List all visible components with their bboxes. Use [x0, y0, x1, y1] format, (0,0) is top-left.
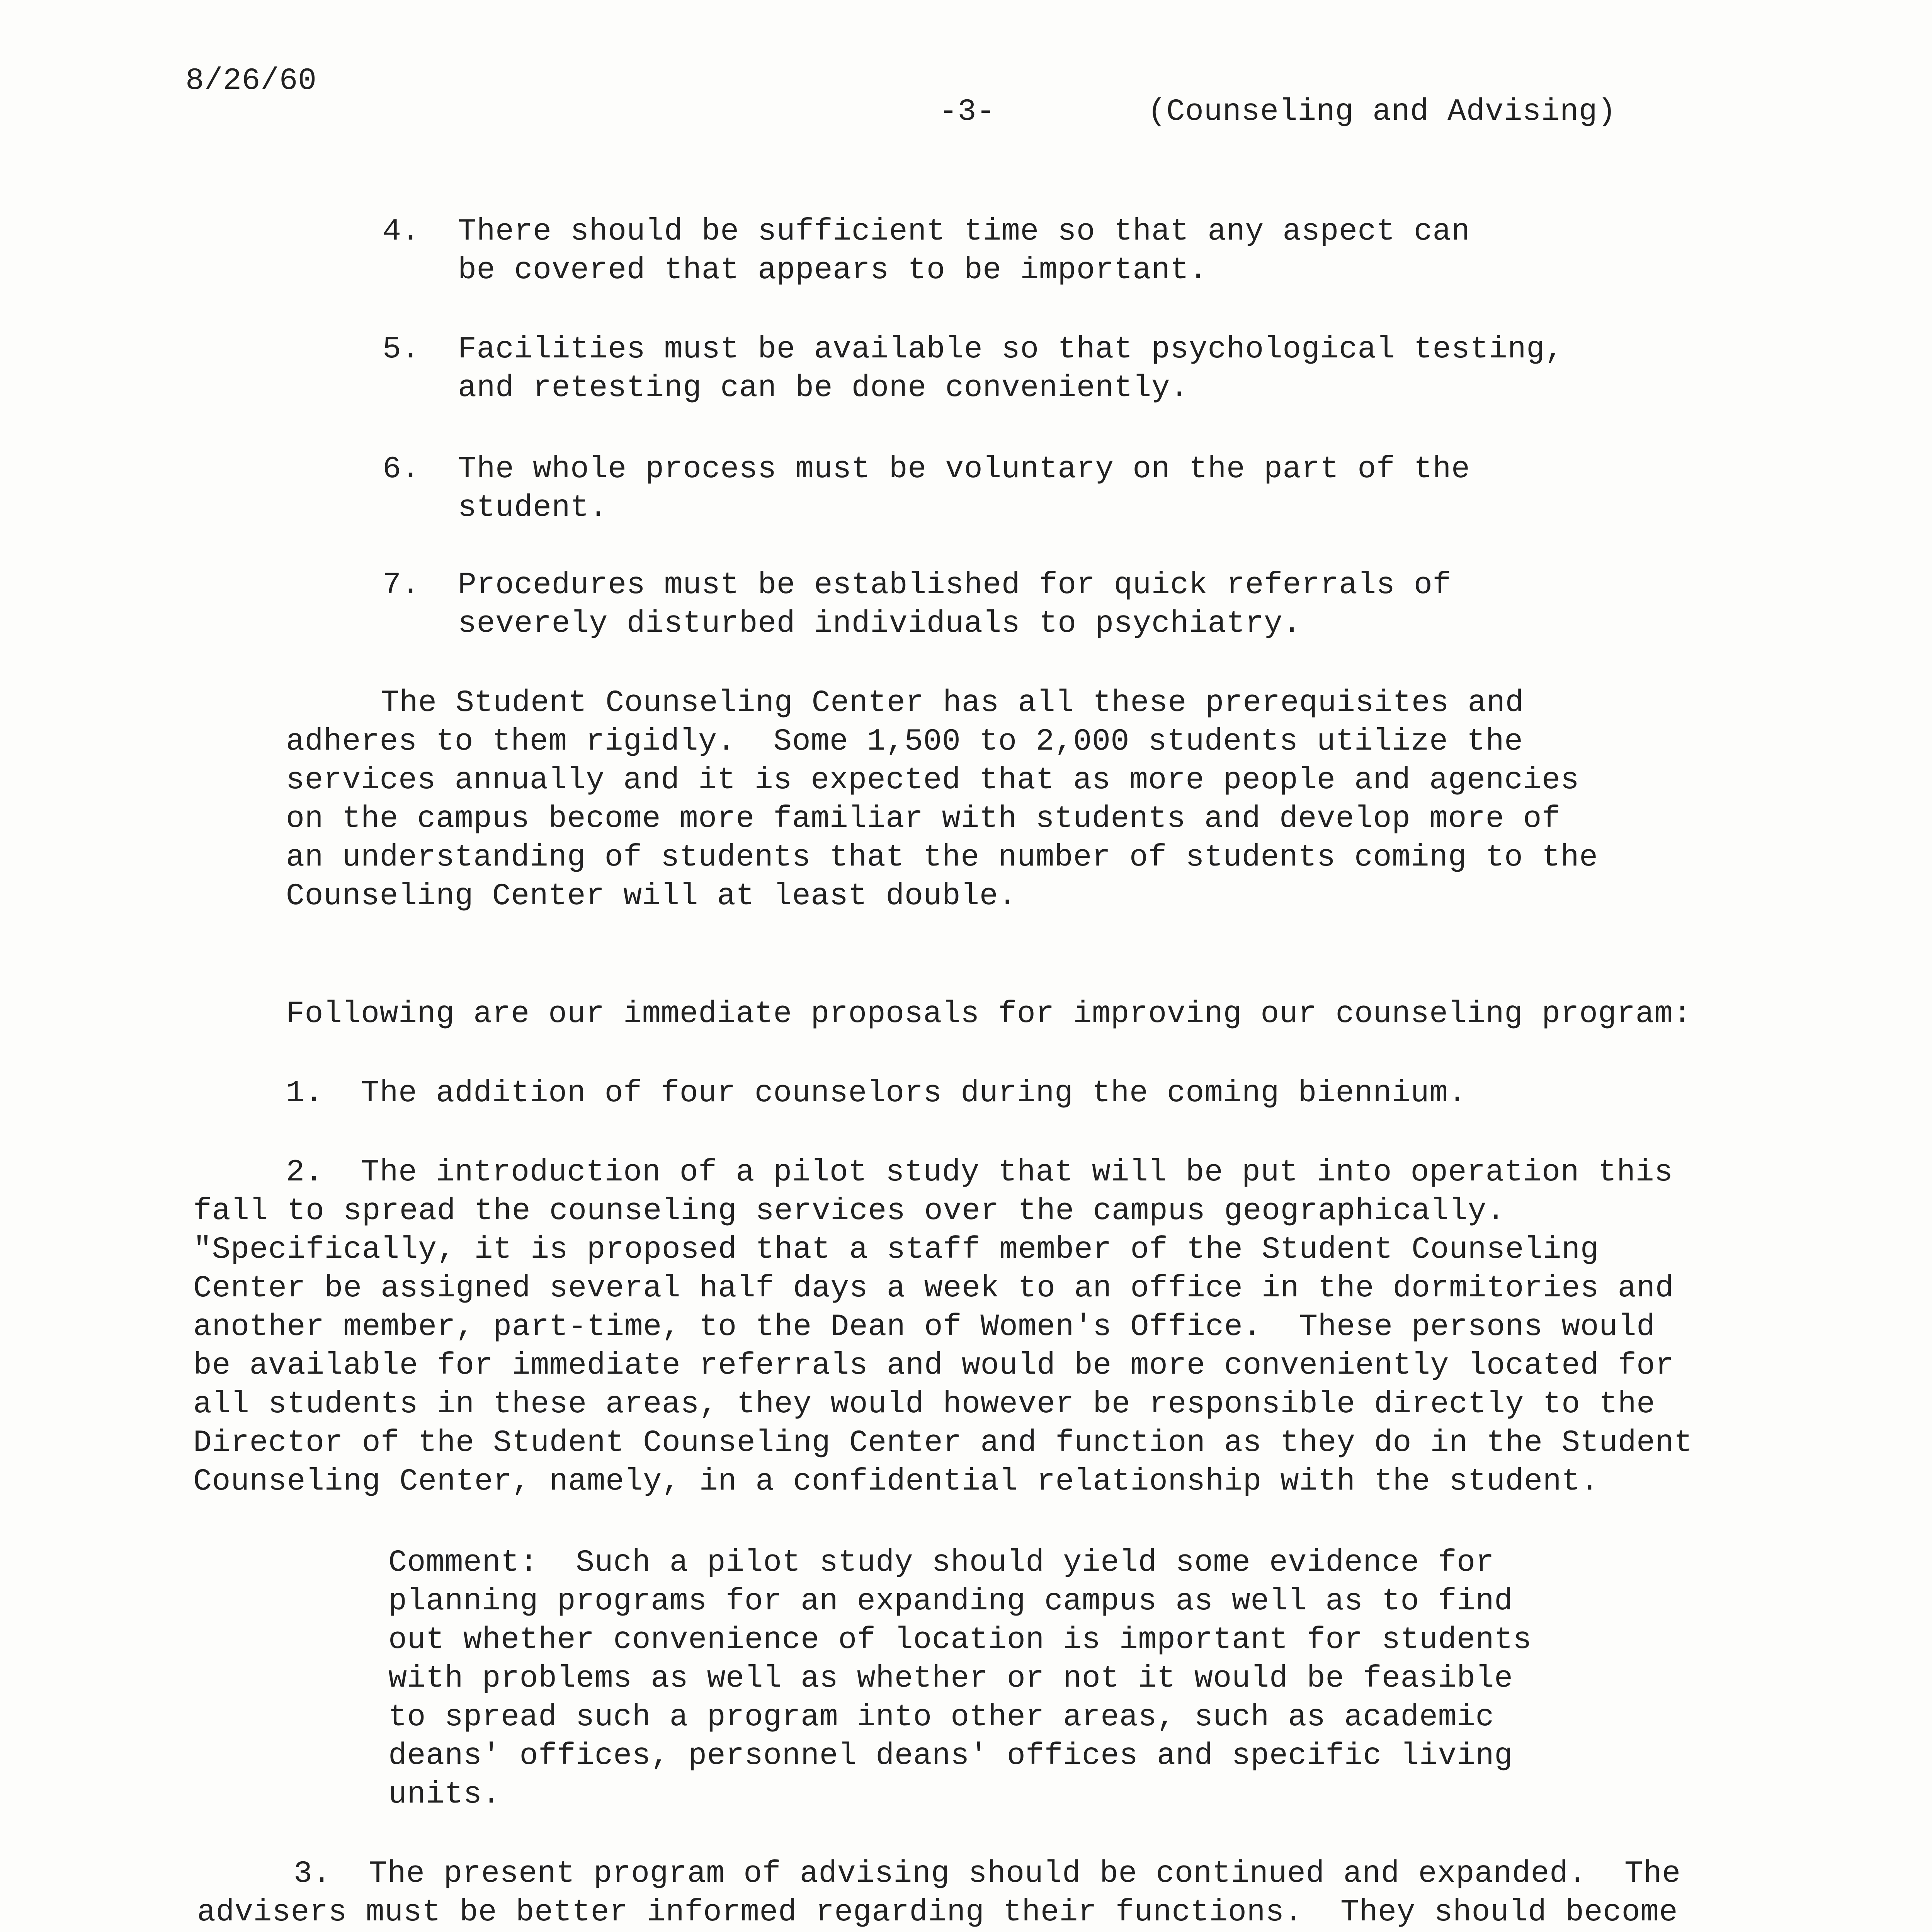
header-date: 8/26/60 — [185, 63, 317, 99]
item-number: 4. — [383, 214, 420, 249]
paragraph-line: with problems as well as whether or not it would be feasible — [388, 1661, 1513, 1696]
item-text-line: severely disturbed individuals to psychiatry. — [458, 606, 1301, 641]
item-number: 7. — [383, 568, 420, 603]
paragraph-line: 2. The introduction of a pilot study that will be put into operation this — [286, 1155, 1673, 1190]
paragraph-line: 3. The present program of advising should be continued and expanded. The — [294, 1856, 1681, 1891]
paragraph-line: "Specifically, it is proposed that a staff member of the Student Counseling — [193, 1232, 1599, 1267]
paragraph-line: Director of the Student Counseling Center and function as they do in the Student — [193, 1425, 1693, 1461]
item-text-line: Procedures must be established for quick referrals of — [458, 568, 1451, 603]
paragraph-line: fall to spread the counseling services over the campus geographically. — [193, 1194, 1505, 1229]
item-text-line: The whole process must be voluntary on the part of the — [458, 452, 1470, 487]
paragraph-line: out whether convenience of location is important for students — [388, 1622, 1532, 1658]
proposals-intro: Following are our immediate proposals for improving our counseling program: — [286, 997, 1692, 1032]
item-text-line: and retesting can be done conveniently. — [458, 371, 1189, 406]
item-text-line: student. — [458, 490, 608, 526]
item-number: 6. — [383, 452, 420, 487]
paragraph-line: Counseling Center will at least double. — [286, 879, 1017, 914]
paragraph-line: advisers must be better informed regarding their functions. They should become — [197, 1895, 1678, 1930]
item-text-line: There should be sufficient time so that any aspect can — [458, 214, 1470, 249]
item-number: 5. — [383, 332, 420, 367]
paragraph-line: deans' offices, personnel deans' offices and specific living — [388, 1738, 1513, 1774]
item-text-line: Facilities must be available so that psychological testing, — [458, 332, 1564, 367]
page-number: -3- — [939, 94, 995, 129]
paragraph-line: to spread such a program into other areas, such as academic — [388, 1700, 1494, 1735]
paragraph-line: planning programs for an expanding campus as well as to find — [388, 1584, 1513, 1619]
paragraph-line: Counseling Center, namely, in a confidential relationship with the student. — [193, 1464, 1599, 1499]
paragraph-line: an understanding of students that the number of students coming to the — [286, 840, 1598, 875]
item-text-line: be covered that appears to be important. — [458, 253, 1208, 288]
paragraph-line: Center be assigned several half days a week to an office in the dormitories and — [193, 1271, 1674, 1306]
paragraph-line: Comment: Such a pilot study should yield some evidence for — [388, 1545, 1494, 1580]
paragraph-line: all students in these areas, they would however be responsible directly to the — [193, 1387, 1655, 1422]
paragraph-line: The Student Counseling Center has all these prerequisites and — [381, 685, 1524, 721]
paragraph-line: services annually and it is expected that as more people and agencies — [286, 763, 1580, 798]
paragraph-line: be available for immediate referrals and would be more conveniently located for — [193, 1348, 1674, 1383]
paragraph-line: adheres to them rigidly. Some 1,500 to 2,000 students utilize the — [286, 724, 1523, 759]
paragraph-line: another member, part-time, to the Dean of Women's Office. These persons would — [193, 1310, 1655, 1345]
paragraph-line: on the campus become more familiar with students and develop more of — [286, 801, 1561, 837]
paragraph-line: units. — [388, 1777, 501, 1812]
proposal-1: 1. The addition of four counselors during the coming biennium. — [286, 1076, 1467, 1111]
section-title: (Counseling and Advising) — [1148, 94, 1616, 129]
